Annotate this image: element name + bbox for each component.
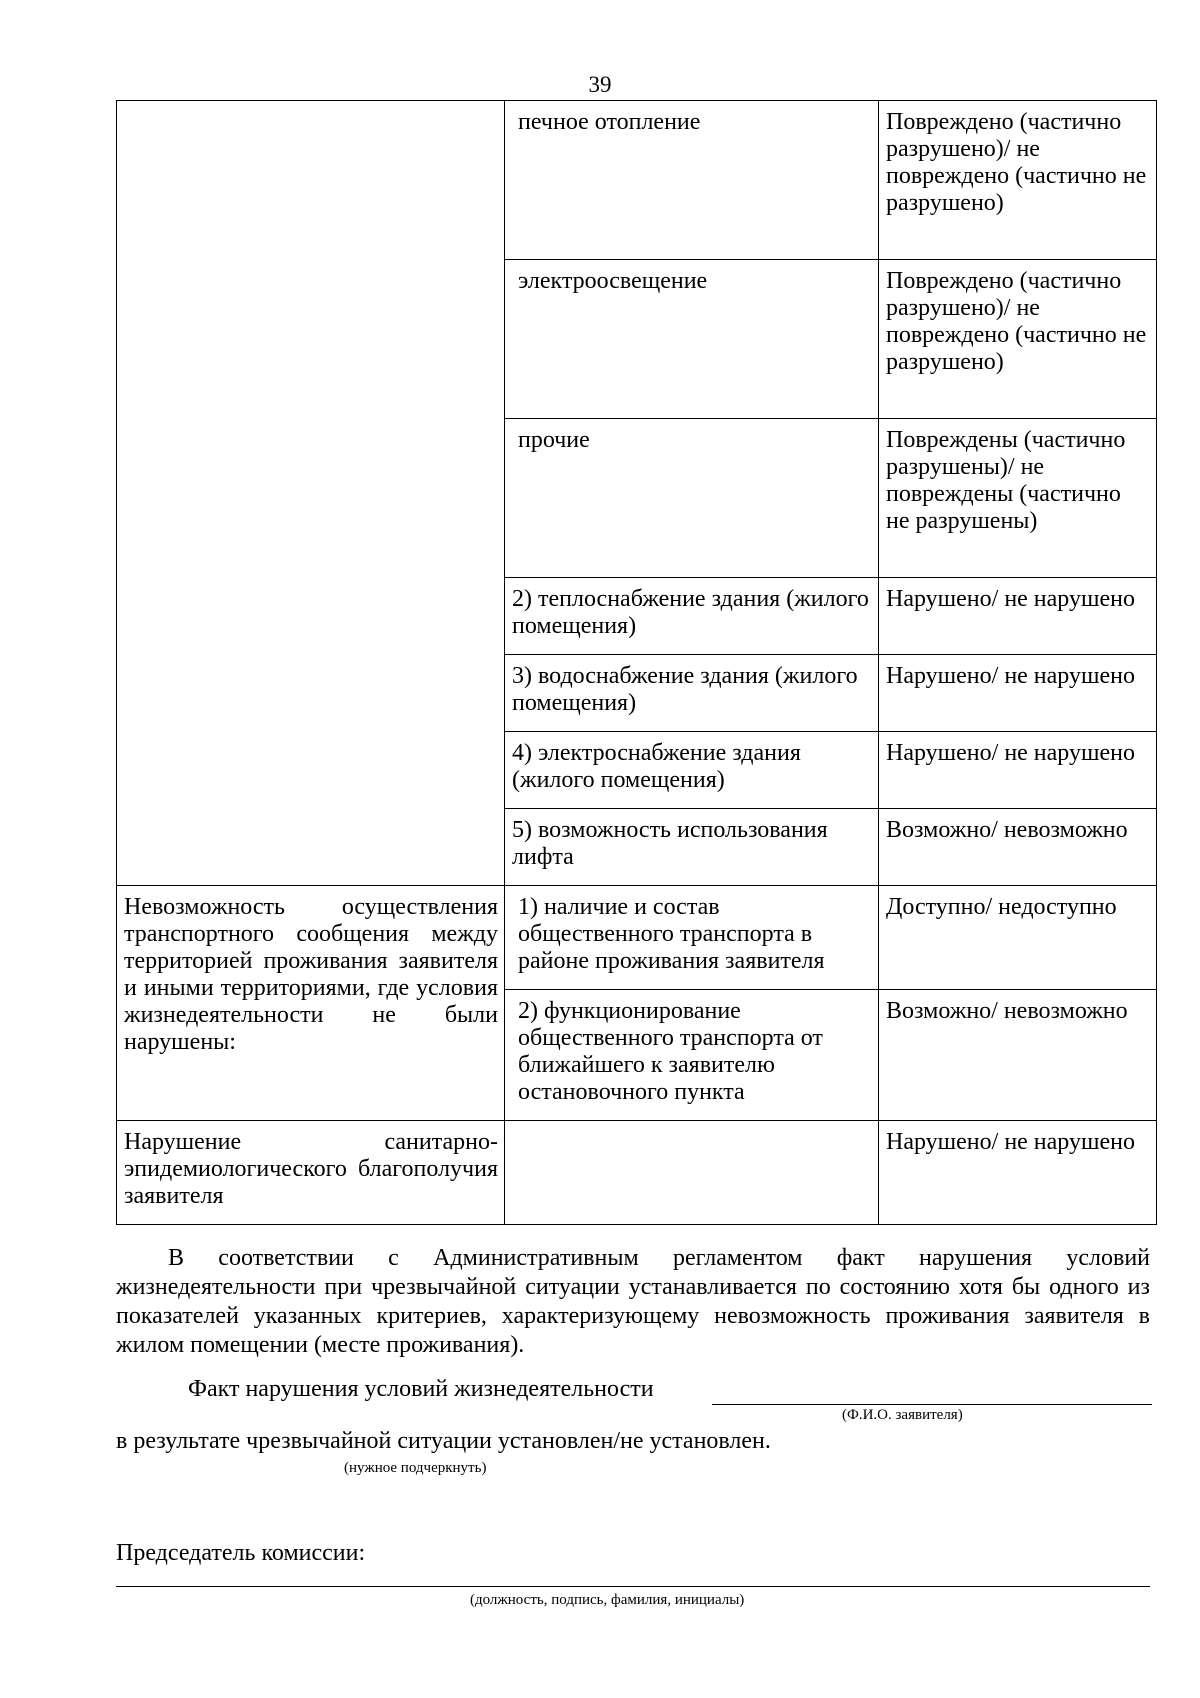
indicator-cell	[505, 1121, 879, 1225]
indicator-cell: 2) теплоснабжение здания (жилого помещения)	[505, 578, 879, 655]
result-caption: (нужное подчеркнуть)	[344, 1460, 487, 1476]
status-cell: Возможно/ невозможно	[879, 990, 1157, 1121]
applicant-name-line	[712, 1404, 1152, 1405]
chairman-caption: (должность, подпись, фамилия, инициалы)	[470, 1592, 745, 1608]
fact-line-label: Факт нарушения условий жизнедеятельности	[188, 1376, 654, 1402]
indicator-cell: печное отопление	[505, 101, 879, 260]
page-number: 39	[588, 72, 612, 97]
indicator-cell: 3) водоснабжение здания (жилого помещения)	[505, 655, 879, 732]
status-cell: Нарушено/ не нарушено	[879, 732, 1157, 809]
status-cell: Доступно/ недоступно	[879, 886, 1157, 990]
status-cell: Повреждено (частично разрушено)/ не повреждено (частично не разрушено)	[879, 260, 1157, 419]
indicator-cell: электроосвещение	[505, 260, 879, 419]
criterion-cell-empty	[117, 101, 505, 886]
indicator-cell: 4) электроснабжение здания (жилого помещения)	[505, 732, 879, 809]
criterion-cell-transport: Невозможность осуществления транспортного сообщения между территорией проживания заявителя и иными территориями, где условия жизнедеятельности не были нарушены:	[117, 886, 505, 1121]
indicator-cell: 5) возможность использования лифта	[505, 809, 879, 886]
status-cell: Повреждено (частично разрушено)/ не повреждено (частично не разрушено)	[879, 101, 1157, 260]
chairman-label: Председатель комиссии:	[116, 1540, 366, 1566]
result-text: в результате чрезвычайной ситуации установлен/не установлен.	[116, 1428, 771, 1454]
status-cell: Возможно/ невозможно	[879, 809, 1157, 886]
regulation-paragraph: В соответствии с Административным регламентом факт нарушения условий жизнедеятельности при чрезвычайной ситуации устанавливается по состоянию хотя бы одного из показателей указанных критериев, характеризующему невозможность проживания заявителя в жилом помещении (месте проживания).	[116, 1245, 1150, 1358]
status-cell: Нарушено/ не нарушено	[879, 578, 1157, 655]
table-row	[117, 101, 1157, 260]
indicator-cell: 2) функционирование общественного транспорта от ближайшего к заявителю остановочного пункта	[505, 990, 879, 1121]
criteria-table	[116, 100, 1157, 1225]
status-cell: Повреждены (частично разрушены)/ не повреждены (частично не разрушены)	[879, 419, 1157, 578]
table-row	[117, 886, 1157, 990]
applicant-name-caption: (Ф.И.О. заявителя)	[842, 1407, 963, 1423]
status-cell: Нарушено/ не нарушено	[879, 655, 1157, 732]
indicator-cell: прочие	[505, 419, 879, 578]
table-row	[117, 1121, 1157, 1225]
indicator-cell: 1) наличие и состав общественного транспорта в районе проживания заявителя	[505, 886, 879, 990]
chairman-signature-line	[116, 1586, 1150, 1587]
criterion-cell-sanitary: Нарушение санитарно-эпидемиологического благополучия заявителя	[117, 1121, 505, 1225]
status-cell: Нарушено/ не нарушено	[879, 1121, 1157, 1225]
